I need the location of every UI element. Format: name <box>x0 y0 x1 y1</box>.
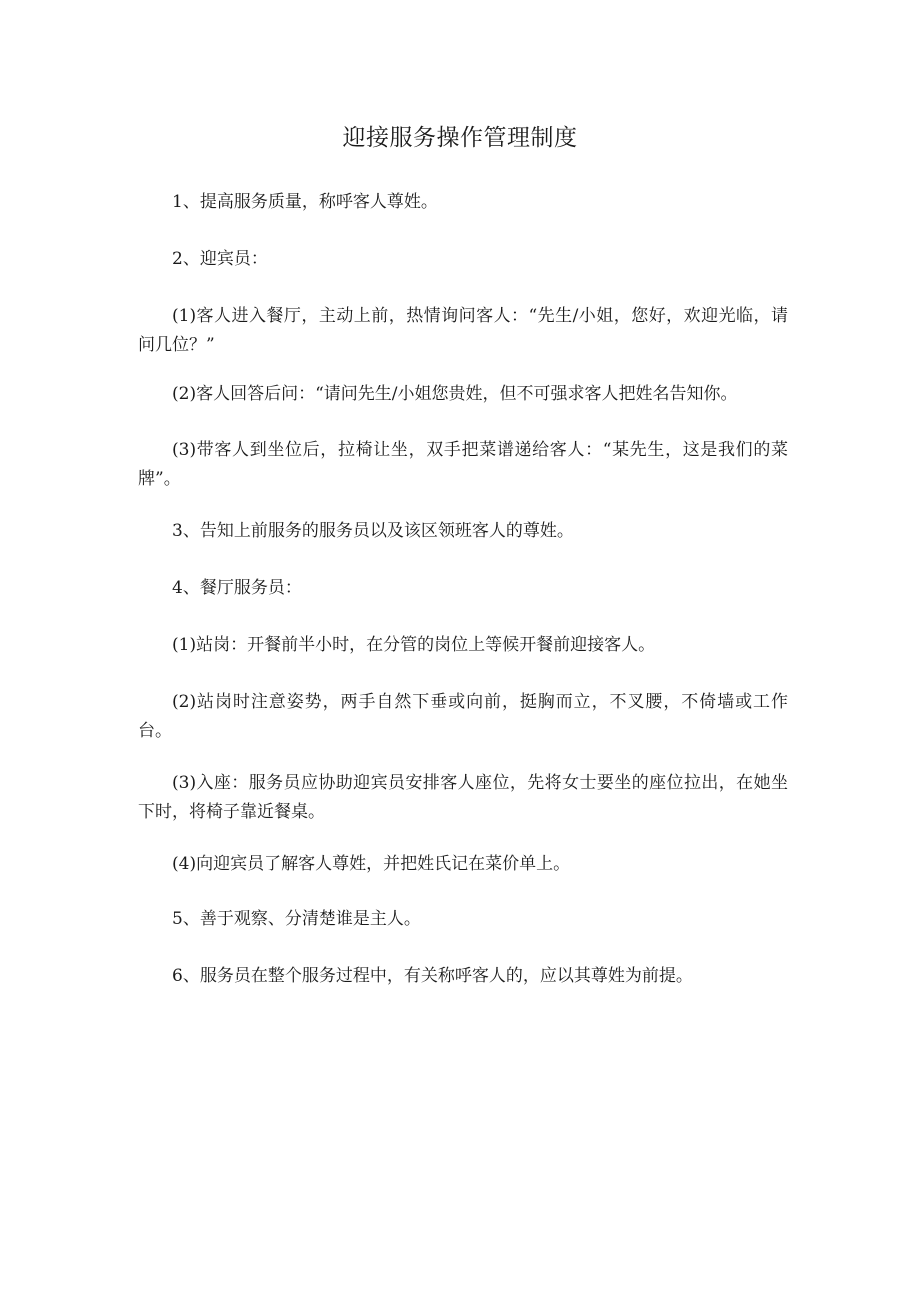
paragraph-4-3: (3)入座：服务员应协助迎宾员安排客人座位，先将女士要坐的座位拉出，在她坐下时，将椅子靠近餐桌。 <box>138 773 788 822</box>
paragraph-4-1: (1)站岗：开餐前半小时，在分管的岗位上等候开餐前迎接客人。 <box>172 635 656 655</box>
document-title: 迎接服务操作管理制度 <box>342 125 578 151</box>
paragraph-2-3: (3)带客人到坐位后，拉椅让坐，双手把菜谱递给客人：“某先生，这是我们的菜牌”。 <box>138 440 788 489</box>
paragraph-6: 6、服务员在整个服务过程中，有关称呼客人的，应以其尊姓为前提。 <box>172 966 693 986</box>
paragraph-2-2: (2)客人回答后问：“请问先生/小姐您贵姓，但不可强求客人把姓名告知你。 <box>172 384 738 404</box>
paragraph-4-2: (2)站岗时注意姿势，两手自然下垂或向前，挺胸而立，不叉腰，不倚墙或工作台。 <box>138 692 788 741</box>
paragraph-2-1: (1)客人进入餐厅，主动上前，热情询问客人：“先生/小姐，您好，欢迎光临，请问几位？” <box>138 306 788 355</box>
paragraph-2: 2、迎宾员： <box>172 249 268 269</box>
paragraph-4: 4、餐厅服务员： <box>172 578 302 598</box>
paragraph-1: 1、提高服务质量，称呼客人尊姓。 <box>172 192 438 212</box>
paragraph-3: 3、告知上前服务的服务员以及该区领班客人的尊姓。 <box>172 521 574 541</box>
paragraph-5: 5、善于观察、分清楚谁是主人。 <box>172 909 421 929</box>
paragraph-4-4: (4)向迎宾员了解客人尊姓，并把姓氏记在菜价单上。 <box>172 854 571 874</box>
